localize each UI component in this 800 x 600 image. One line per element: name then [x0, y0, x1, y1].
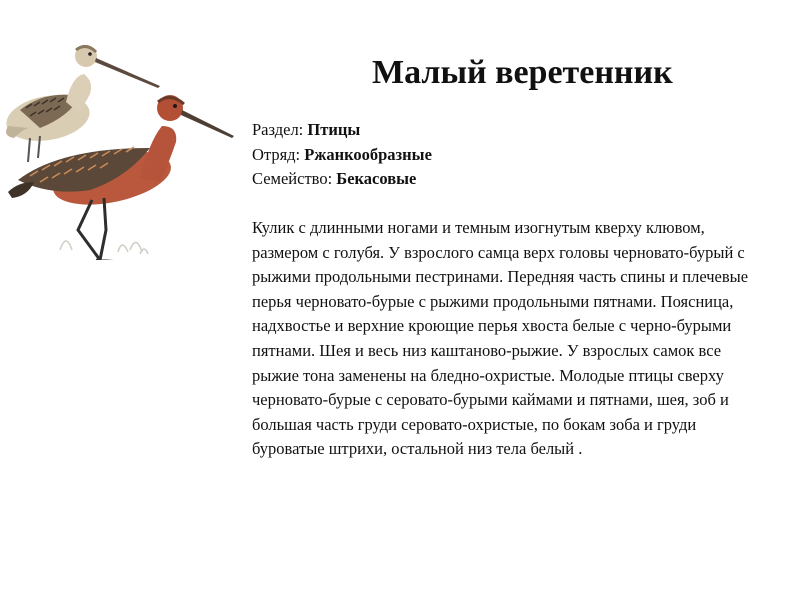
description-paragraph: Кулик с длинными ногами и темным изогнутым кверху клювом, размером с голубя. У взрослого самца верх головы черновато-бурый с рыжими продольными пестринами. Передняя часть спины и плечевые перья черновато-бурые с рыжими продольными пятнами. Поясница, надхвостье и верхние кроющие перья хвоста белые с черно-бурыми пятнами. Шея и весь низ каштаново-рыжие. У взрослых самок все рыжие тона заменены на бледно-охристые. Молодые птицы сверху черновато-бурые с серовато-бурыми каймами и пятнами, шея, зоб и большая часть груди серовато-охристые, по бокам зоба и груди буроватые штрихи, остальной низ тела белый . [252, 218, 749, 459]
taxonomy-family-row [252, 167, 432, 192]
order-value: Ржанкообразные [304, 144, 432, 164]
section-value: Птицы [307, 120, 361, 139]
order-label: Отряд: [252, 144, 305, 164]
female-godwit-figure [3, 45, 160, 162]
section-label: Раздел: [252, 120, 308, 139]
taxonomy-order-row [252, 143, 432, 168]
family-value: Бекасовые [336, 169, 417, 188]
bar-tailed-godwit-illustration [0, 30, 250, 260]
taxonomy-section-row [252, 118, 432, 143]
family-label: Семейство: [252, 169, 337, 188]
taxonomy-block [252, 118, 432, 192]
page-title: Малый веретенник [372, 54, 673, 91]
